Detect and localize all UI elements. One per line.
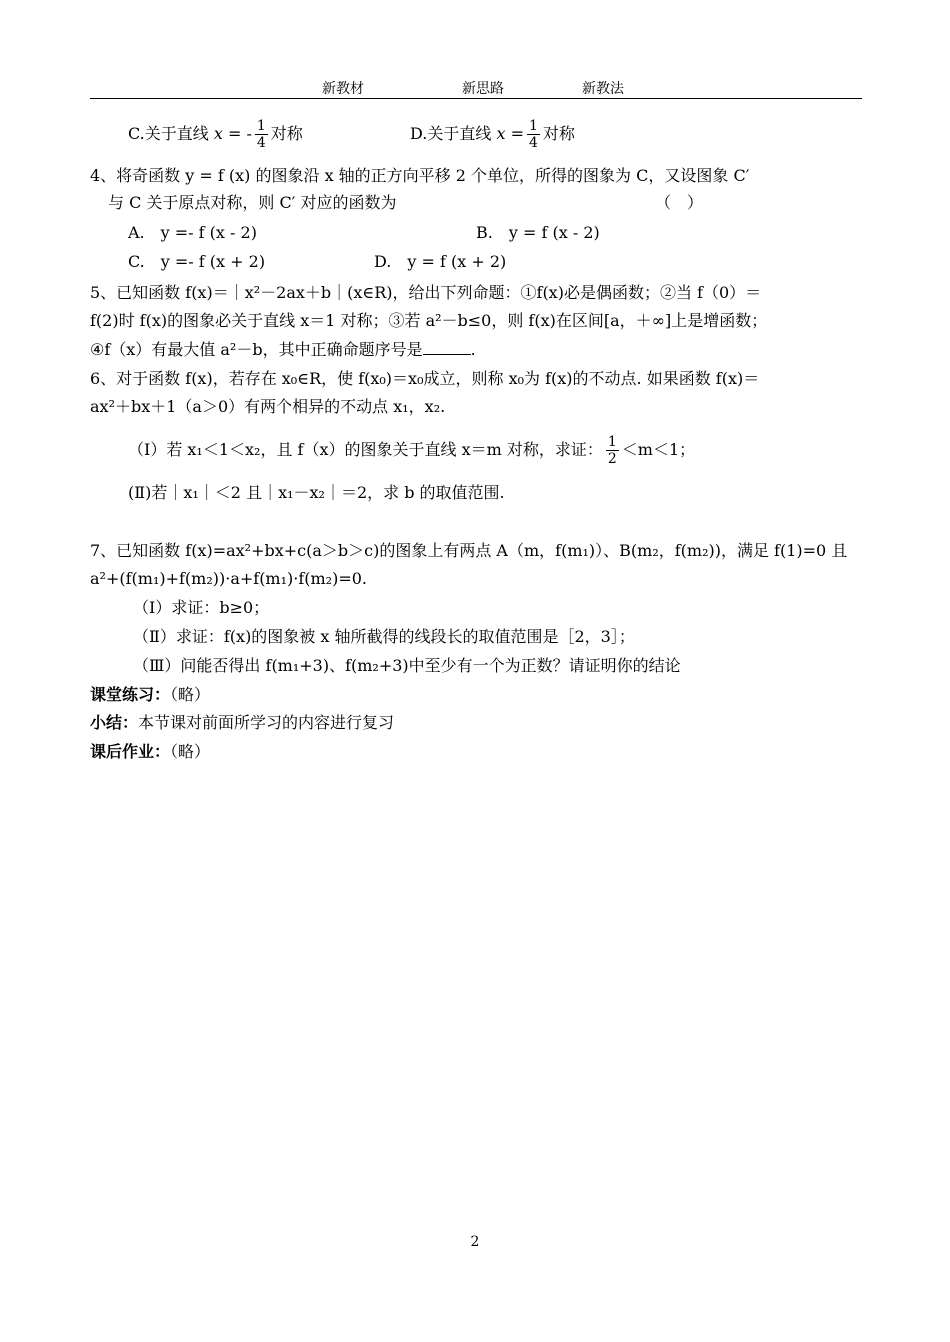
- q7-part3: （Ⅲ）问能否得出 f(m₁+3)、f(m₂+3)中至少有一个为正数？请证明你的结论: [133, 656, 681, 675]
- q5-line2: f(2)时 f(x)的图象必关于直线 x＝1 对称；③若 a²－b≤0，则 f(x)在区间[a，＋∞]上是增函数；: [90, 311, 768, 330]
- q7-line1: 7、已知函数 f(x)=ax²+bx+c(a＞b＞c)的图象上有两点 A（m，f(m₁)）、B(m₂，f(m₂))，满足 f(1)=0 且: [90, 541, 848, 560]
- q4-line1: 4、将奇函数 y = f (x) 的图象沿 x 轴的正方向平移 2 个单位，所得的图象为 C，又设图象 C′: [90, 166, 750, 185]
- summary-label: 小结：: [90, 713, 139, 732]
- homework-label: 课后作业：: [90, 742, 171, 761]
- summary-section: 小结：本节课对前面所学习的内容进行复习: [90, 713, 395, 732]
- q6-line2: ax²＋bx＋1（a＞0）有两个相异的不动点 x₁，x₂.: [90, 397, 446, 416]
- fraction: $\frac{1}{2}$: [607, 434, 617, 467]
- practice-section: 课堂练习：（略）: [90, 685, 211, 704]
- page-header: [90, 76, 862, 99]
- fraction: $\frac{1}{4}$: [256, 118, 266, 151]
- fraction: $\frac{1}{4}$: [528, 118, 538, 151]
- q6-part1: （Ⅰ）若 x₁＜1＜x₂，且 f（x）的图象关于直线 x＝m 对称，求证： $\frac{1}{2}$ ＜m＜1；: [128, 434, 696, 467]
- q7-part2: （Ⅱ）求证：f(x)的图象被 x 轴所截得的线段长的取值范围是［2，3］；: [133, 627, 635, 646]
- q7-line2: a²+(f(m₁)+f(m₂))·a+f(m₁)·f(m₂)=0.: [90, 569, 368, 588]
- homework-section: 课后作业：（略）: [90, 742, 211, 761]
- header-col1: 新教材: [322, 81, 364, 97]
- header-col2: 新思路: [462, 81, 504, 97]
- q5-line3: ④f（x）有最大值 a²－b，其中正确命题序号是 .: [90, 340, 476, 359]
- q3-option-c: C.关于直线 x = - $\frac{1}{4}$ 对称: [128, 118, 303, 151]
- q7-part1: （Ⅰ）求证：b≥0；: [133, 598, 270, 617]
- q4-line2: 与 C 关于原点对称，则 C′ 对应的函数为: [108, 193, 397, 212]
- practice-label: 课堂练习：: [90, 685, 171, 704]
- q5-line1: 5、已知函数 f(x)＝｜x²－2ax＋b｜(x∈R)，给出下列命题：①f(x)必是偶函数；②当 f（0）＝: [90, 283, 762, 302]
- header-col3: 新教法: [582, 81, 624, 97]
- q4-option-a: A. y =- f (x - 2): [128, 223, 257, 242]
- q4-option-d: D. y = f (x + 2): [374, 252, 507, 271]
- q4-option-c: C. y =- f (x + 2): [128, 252, 266, 271]
- answer-blank: [423, 340, 471, 355]
- q6-line1: 6、对于函数 f(x)，若存在 x₀∈R，使 f(x₀)＝x₀成立，则称 x₀为 f(x)的不动点. 如果函数 f(x)＝: [90, 369, 760, 388]
- q6-part2: (Ⅱ)若｜x₁｜＜2 且｜x₁－x₂｜＝2，求 b 的取值范围.: [128, 483, 505, 502]
- q4-answer-paren: （ ）: [655, 193, 704, 212]
- q3-option-d: D.关于直线 x = $\frac{1}{4}$ 对称: [410, 118, 575, 151]
- q4-option-b: B. y = f (x - 2): [476, 223, 600, 242]
- page-number: 2: [470, 1234, 480, 1250]
